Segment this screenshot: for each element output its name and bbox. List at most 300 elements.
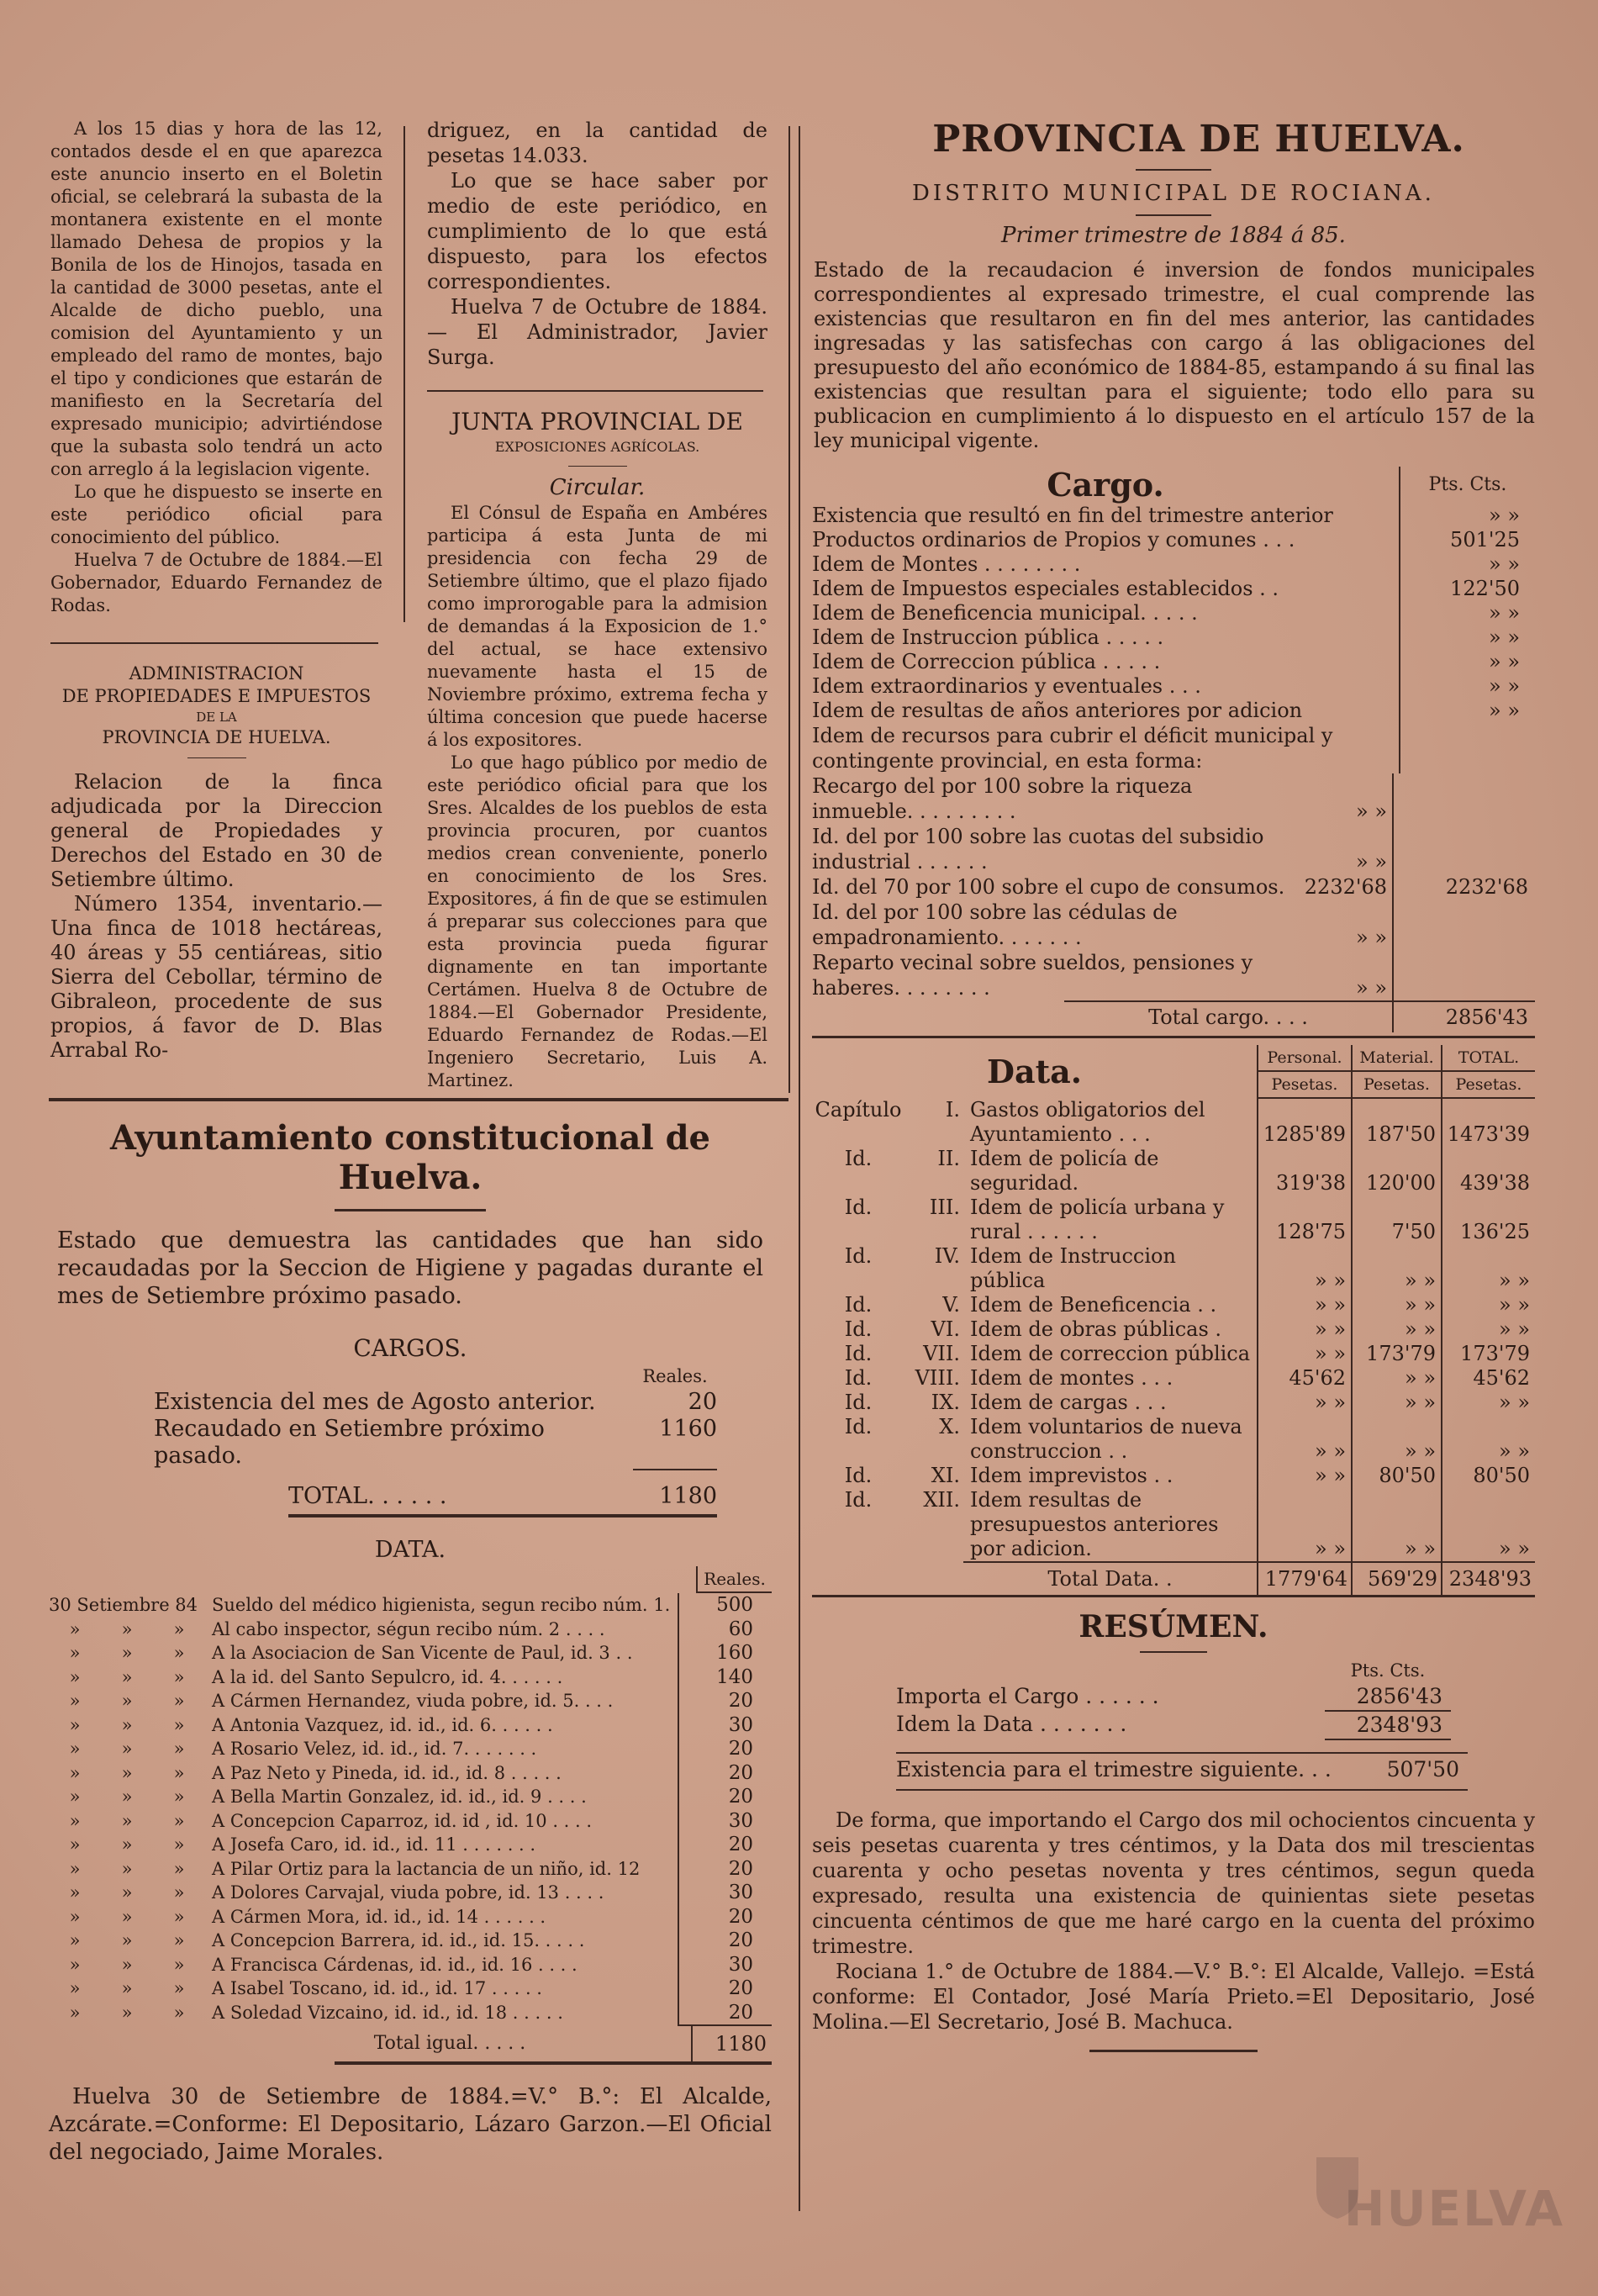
rociana-data-row	[812, 1098, 1535, 1147]
data-row-description: A la Asociacion de San Vicente de Paul, id. 3 . .	[208, 1641, 678, 1665]
data-row	[49, 1929, 772, 1953]
rociana-data-label: Idem de policía urbana y rural . . . . . .	[970, 1196, 1225, 1243]
data-row-description: A Isabel Toscano, id. id., id. 17 . . . . .	[208, 1977, 678, 2001]
rociana-data-chapter	[812, 1415, 963, 1464]
data-row-value: 60	[728, 1618, 753, 1640]
cargos-total-table	[288, 1482, 717, 1511]
rociana-data-label: Idem de Beneficencia . .	[970, 1293, 1217, 1317]
ditto-mark: »	[173, 1618, 185, 1639]
ditto-mark: »	[121, 1714, 133, 1735]
recargo-row	[812, 900, 1535, 950]
rociana-data-chapter	[812, 1244, 963, 1293]
data-row-description: A Cármen Hernandez, viuda pobre, id. 5. . . .	[208, 1689, 678, 1713]
cargo-row-value: 501'25	[1400, 528, 1535, 552]
chapter-number: VIII.	[915, 1366, 960, 1390]
header-pesetas-personal: Pesetas.	[1258, 1071, 1352, 1098]
cargo-row	[812, 552, 1535, 577]
data-row-description: Al cabo inspector, ségun recibo núm. 2 . . . .	[208, 1618, 678, 1642]
data-row-value: 30	[728, 1713, 753, 1736]
ditto-mark: »	[121, 1954, 133, 1975]
rociana-data-material: 7'50	[1352, 1196, 1442, 1244]
rociana-section	[812, 118, 1535, 2052]
cargo-row	[812, 601, 1535, 625]
chapter-number: IX.	[931, 1391, 960, 1414]
rociana-data-label: Idem de montes . . .	[970, 1366, 1173, 1390]
data-row-value: 140	[716, 1665, 753, 1688]
ditto-mark: »	[121, 1762, 133, 1783]
data-row-value: 500	[716, 1594, 753, 1616]
resumen-value: 2856'43	[1325, 1683, 1451, 1711]
data-total-value: 1180	[715, 2032, 767, 2056]
circular-paragraph-2: Lo que hago público por medio de este periódico oficial para que los Sres. Alcaldes de los pueblos de esta provincia procuren, por cuantos medios crean conveniente, ponerlo en conocimiento de los Sres. Expositores, á fin de que se estimulen á preparar sus colecciones para que esta provincia pueda figurar dignamente en tan importante Certámen. Huelva 8 de Octubre de 1884.—El Gobernador Presidente, Eduardo Fernandez de Rodas.—El Ingeniero Secretario, Luis A. Martinez.	[427, 752, 767, 1090]
recargo-total-cell	[1393, 824, 1535, 874]
existencia-rule	[896, 1789, 1468, 1791]
ditto-mark: »	[69, 1643, 81, 1663]
data-heading: DATA.	[374, 1537, 446, 1563]
rociana-data-material: » »	[1352, 1366, 1442, 1391]
ditto-mark: »	[173, 1714, 185, 1735]
ditto-mark: »	[69, 1666, 81, 1687]
cargo-row-label: Existencia que resultó en fin del trimestre anterior	[812, 504, 1333, 527]
rociana-data-row	[812, 1488, 1535, 1562]
data-table	[49, 1566, 772, 1593]
data-row-value: 20	[728, 1929, 753, 1951]
data-row-description: A Francisca Cárdenas, id. id., id. 16 . . . .	[208, 1953, 678, 1977]
total-data-material: 569'29	[1352, 1562, 1442, 1595]
rociana-data-chapter	[812, 1342, 963, 1366]
rociana-data-row	[812, 1415, 1535, 1464]
admin-heading-4: PROVINCIA DE HUELVA.	[102, 727, 331, 747]
cargo-row-value: » »	[1400, 552, 1535, 577]
ayuntamiento-top-rule	[49, 1098, 788, 1101]
cargo-row	[154, 1389, 717, 1416]
chapter-number: V.	[942, 1293, 960, 1317]
rociana-data-row	[812, 1293, 1535, 1317]
rociana-data-material: 80'50	[1352, 1464, 1442, 1488]
chapter-number: IV.	[934, 1244, 960, 1268]
rociana-data-material: 173'79	[1352, 1342, 1442, 1366]
data-row	[49, 1833, 772, 1857]
data-total-label: Total igual. . . . .	[208, 2026, 692, 2061]
cargos-total-label: TOTAL. . . . . .	[288, 1483, 447, 1509]
data-row	[49, 1737, 772, 1761]
ayuntamiento-title: Ayuntamiento constitucional de Huelva.	[110, 1118, 710, 1197]
ditto-mark: »	[69, 1906, 81, 1927]
rociana-data-personal: » »	[1258, 1391, 1352, 1415]
chapter-prefix: Id.	[844, 1366, 873, 1390]
ditto-mark: »	[173, 1930, 185, 1950]
cargo-label: Existencia del mes de Agosto anterior.	[154, 1389, 596, 1415]
rociana-data-total: » »	[1442, 1317, 1535, 1342]
data-row-description: A Bella Martin Gonzalez, id. id., id. 9 . . . .	[208, 1785, 678, 1809]
cargo-row-value: » »	[1400, 674, 1535, 699]
cargo-row	[812, 528, 1535, 552]
rociana-data-total: » »	[1442, 1293, 1535, 1317]
cargo-row	[812, 674, 1535, 699]
rociana-data-chapter	[812, 1464, 963, 1488]
chapter-number: I.	[945, 1098, 960, 1122]
recargo-row-label: Id. del por 100 sobre las cédulas de empadronamiento. . . . . . .	[812, 900, 1178, 949]
recargo-row	[812, 874, 1535, 900]
rociana-data-personal: » »	[1258, 1293, 1352, 1317]
existencia-label: Existencia para el trimestre siguiente. . .	[896, 1753, 1333, 1786]
ditto-mark: »	[173, 1906, 185, 1927]
rociana-data-label: Idem de correccion pública	[970, 1342, 1251, 1365]
data-row-value: 20	[728, 1690, 753, 1712]
ayuntamiento-intro: Estado que demuestra las cantidades que han sido recaudadas por la Seccion de Higiene y pagadas durante el mes de Setiembre próximo pasado.	[57, 1227, 763, 1309]
data-row-date	[49, 1809, 208, 1834]
rociana-data-chapter	[812, 1196, 963, 1244]
ditto-mark: »	[173, 1666, 185, 1687]
cargo-row-value: » »	[1400, 625, 1535, 650]
ayuntamiento-ornament	[335, 1209, 486, 1211]
admin-heading-rule	[187, 757, 246, 758]
ditto-mark: »	[173, 1787, 185, 1807]
data-row	[49, 1593, 772, 1618]
chapter-number: III.	[929, 1196, 960, 1219]
admin-paragraph-2: Número 1354, inventario.— Una finca de 1018 hectáreas, 40 áreas y 55 centiáreas, sitio Sierra del Cebollar, término de Gibraleon, procedente de sus propios, á favor de D. Blas Arrabal Ro-	[50, 892, 382, 1062]
data-rows-table	[49, 1593, 772, 2026]
rociana-data-total: 1473'39	[1442, 1098, 1535, 1147]
data-row-value: 20	[728, 1905, 753, 1928]
chapter-prefix: Id.	[844, 1464, 873, 1487]
rociana-data-row	[812, 1366, 1535, 1391]
cargo-pts-header: Pts. Cts.	[1400, 467, 1535, 504]
data-row-description: A Antonia Vazquez, id. id., id. 6. . . . . .	[208, 1713, 678, 1738]
data-row-date	[49, 1977, 208, 2001]
provincia-title-rule	[1136, 169, 1211, 171]
rociana-data-total: 80'50	[1442, 1464, 1535, 1488]
recargo-row-subvalue: 2232'68	[1304, 875, 1387, 899]
data-row	[49, 1881, 772, 1905]
distrito-rule	[1136, 214, 1211, 216]
cargo-row-value: 122'50	[1400, 577, 1535, 601]
data-row-value: 30	[728, 1809, 753, 1832]
data-row-date	[49, 1929, 208, 1953]
data-row-value: 30	[728, 1953, 753, 1976]
total-data-label: Total Data. .	[963, 1562, 1258, 1595]
ayuntamiento-section	[49, 1118, 772, 2167]
rociana-data-personal: 319'38	[1258, 1147, 1352, 1196]
ditto-mark: »	[121, 1906, 133, 1927]
data-row-date	[49, 1665, 208, 1690]
data-row-value: 20	[728, 1761, 753, 1784]
data-row	[49, 1761, 772, 1786]
resumen-heading: RESÚMEN.	[1079, 1609, 1268, 1644]
rociana-data-row	[812, 1244, 1535, 1293]
rociana-data-chapter	[812, 1098, 963, 1147]
data-total-table	[49, 2026, 772, 2061]
rociana-data-material: » »	[1352, 1488, 1442, 1562]
data-row-date	[49, 1618, 208, 1642]
rociana-data-personal: 128'75	[1258, 1196, 1352, 1244]
admin-heading-1: ADMINISTRACION	[129, 663, 304, 684]
rociana-data-material: » »	[1352, 1415, 1442, 1464]
data-row-date	[49, 1761, 208, 1786]
cargo-row-label: Idem de resultas de años anteriores por adicion	[812, 699, 1303, 722]
ditto-mark: »	[121, 1691, 133, 1711]
rociana-data-row	[812, 1342, 1535, 1366]
montanera-notice-p2: Lo que he dispuesto se inserte en este periódico oficial para conocimiento del público.	[50, 482, 382, 547]
data-row-description: A Concepcion Barrera, id. id., id. 15. . . . .	[208, 1929, 678, 1953]
column-1	[50, 118, 382, 1063]
ditto-mark: »	[173, 1834, 185, 1855]
data-row-date	[49, 1737, 208, 1761]
recargo-row	[812, 950, 1535, 1000]
data-row-description: A Dolores Carvajal, viuda pobre, id. 13 . . . .	[208, 1881, 678, 1905]
ayuntamiento-signature: Huelva 30 de Setiembre de 1884.=V.° B.°: El Alcalde, Azcárate.=Conforme: El Depositario, Lázaro Garzon.—El Oficial del negociado, Jaime Morales.	[49, 2084, 772, 2165]
recargo-row-subvalue: » »	[1356, 976, 1387, 1000]
admin-heading-3: DE LA	[196, 710, 237, 725]
ditto-mark: »	[173, 1691, 185, 1711]
cargo-label: Recaudado en Setiembre próximo pasado.	[154, 1416, 545, 1469]
rociana-data-chapter	[812, 1366, 963, 1391]
cargos-table	[154, 1364, 717, 1470]
total-cargo-table	[812, 1000, 1535, 1032]
rociana-data-personal: 45'62	[1258, 1366, 1352, 1391]
data-row-description: Sueldo del médico higienista, segun recibo núm. 1.	[208, 1593, 678, 1618]
recargo-row-subvalue: » »	[1356, 850, 1387, 874]
column-rule-3	[799, 126, 800, 2211]
cargos-heading: CARGOS.	[353, 1334, 467, 1362]
ditto-mark: »	[121, 1666, 133, 1687]
ditto-mark: »	[69, 1978, 81, 1998]
total-cargo-value: 2856'43	[1393, 1001, 1535, 1032]
recargo-row-label: Reparto vecinal sobre sueldos, pensiones y haberes. . . . . . . .	[812, 951, 1253, 1000]
junta-rule	[568, 466, 627, 467]
cargo-row-label: Idem de Instruccion pública . . . . .	[812, 625, 1164, 649]
data-total-rule	[335, 2061, 772, 2065]
rociana-data-label: Gastos obligatorios del Ayuntamiento . . .	[970, 1098, 1205, 1146]
resumen-label: Idem la Data . . . . . . .	[896, 1712, 1127, 1736]
watermark-text: HUELVA	[1343, 2180, 1564, 2237]
data-row	[49, 1857, 772, 1882]
ditto-mark: »	[121, 1834, 133, 1855]
rociana-data-total: » »	[1442, 1415, 1535, 1464]
rociana-data-label: Idem imprevistos . .	[970, 1464, 1173, 1487]
ditto-mark: »	[69, 1618, 81, 1639]
data-row-value: 20	[728, 1738, 753, 1760]
rociana-data-total: » »	[1442, 1391, 1535, 1415]
chapter-number: XI.	[931, 1464, 960, 1487]
data-row-description: A Cármen Mora, id. id., id. 14 . . . . . .	[208, 1905, 678, 1929]
ditto-mark: »	[69, 1930, 81, 1950]
rociana-data-material: » »	[1352, 1293, 1442, 1317]
chapter-number: II.	[937, 1147, 960, 1170]
data-row-date	[49, 1785, 208, 1809]
rociana-final-paragraph: De forma, que importando el Cargo dos mil ochocientos cincuenta y seis pesetas cuarenta y tres céntimos, y la Data dos mil trescientas cuarenta y ocho pesetas noventa y tres céntimos, segun queda expresado, resulta una existencia de quinientas siete pesetas cincuenta céntimos de que me haré cargo en la cuenta del próximo trimestre.	[812, 1808, 1535, 1958]
resumen-pts-header: Pts. Cts.	[1350, 1660, 1426, 1681]
ditto-mark: »	[173, 1858, 185, 1879]
data-row-description: A Pilar Ortiz para la lactancia de un niño, id. 12	[208, 1857, 678, 1882]
cargo-row	[812, 699, 1535, 723]
rociana-data-row	[812, 1391, 1535, 1415]
data-row-date	[49, 1689, 208, 1713]
ditto-mark: »	[121, 1858, 133, 1879]
rociana-data-table	[812, 1045, 1535, 1595]
cargo-bottom-rule	[812, 1036, 1535, 1038]
cargo-row-label: Idem de Beneficencia municipal. . . . .	[812, 601, 1198, 625]
data-row	[49, 1953, 772, 1977]
column-rule-1	[403, 126, 405, 622]
ditto-mark: »	[173, 1762, 185, 1783]
data-row	[49, 1977, 772, 2001]
recargo-row	[812, 773, 1535, 824]
chapter-prefix: Id.	[844, 1415, 873, 1438]
ditto-mark: »	[69, 2002, 81, 2023]
header-pesetas-material: Pesetas.	[1352, 1071, 1442, 1098]
rociana-data-chapter	[812, 1293, 963, 1317]
ditto-mark: »	[173, 2002, 185, 2023]
rociana-data-chapter	[812, 1488, 963, 1562]
cargo-value: 1160	[633, 1416, 717, 1470]
cargos-total-value: 1180	[659, 1483, 717, 1509]
resumen-value: 2348'93	[1325, 1711, 1451, 1739]
adjudicada-signature: Huelva 7 de Octubre de 1884. — El Administrador, Javier Surga.	[427, 295, 767, 369]
resumen-row	[896, 1711, 1451, 1739]
rociana-end-ornament	[1089, 2050, 1258, 2052]
recargo-total-cell	[1393, 950, 1535, 1000]
ditto-mark: »	[121, 1739, 133, 1759]
data-row-description: A Josefa Caro, id. id., id. 11 . . . . . . .	[208, 1833, 678, 1857]
chapter-number: XII.	[923, 1488, 960, 1512]
ditto-mark: »	[69, 1858, 81, 1879]
rociana-data-personal: » »	[1258, 1317, 1352, 1342]
data-row-value: 20	[728, 1857, 753, 1880]
data-row-description: A la id. del Santo Sepulcro, id. 4. . . . . .	[208, 1665, 678, 1690]
ditto-mark: »	[173, 1810, 185, 1831]
ditto-mark: »	[121, 1930, 133, 1950]
ditto-mark: »	[121, 1618, 133, 1639]
ditto-mark: »	[69, 1739, 81, 1759]
ditto-mark: »	[173, 1739, 185, 1759]
chapter-prefix: Id.	[844, 1244, 873, 1268]
data-row-description: A Paz Neto y Pineda, id. id., id. 8 . . . . .	[208, 1761, 678, 1786]
data-row-date	[49, 1881, 208, 1905]
ditto-mark: »	[69, 1714, 81, 1735]
rociana-data-total: 439'38	[1442, 1147, 1535, 1196]
data-row	[49, 1665, 772, 1690]
chapter-prefix: Id.	[844, 1342, 873, 1365]
admin-paragraph-1: Relacion de la finca adjudicada por la Direccion general de Propiedades y Derechos del Estado en 30 de Setiembre último.	[50, 770, 382, 891]
cargo-row-label: Idem extraordinarios y eventuales . . .	[812, 674, 1201, 698]
chapter-prefix: Id.	[844, 1317, 873, 1341]
data-row	[49, 1785, 772, 1809]
rociana-data-label: Idem voluntarios de nueva construccion . .	[970, 1415, 1242, 1463]
recargo-row	[812, 824, 1535, 874]
rociana-data-row	[812, 1196, 1535, 1244]
rociana-data-material: » »	[1352, 1317, 1442, 1342]
adjudicada-paragraph: Lo que se hace saber por medio de este periódico, en cumplimiento de lo que está dispuesto, para los efectos correspondientes.	[427, 169, 767, 293]
cargo-row	[154, 1416, 717, 1470]
ditto-mark: »	[121, 1643, 133, 1663]
recargo-table	[812, 773, 1535, 1000]
cargo-row-label: Idem de Correccion pública . . . . .	[812, 650, 1161, 673]
cargo-row-label: Idem de Montes . . . . . . . .	[812, 552, 1081, 576]
data-row	[49, 1641, 772, 1665]
data-row-date	[49, 1953, 208, 1977]
data-row-value: 20	[678, 2001, 772, 2026]
data-row	[49, 1809, 772, 1834]
ditto-mark: »	[69, 1762, 81, 1783]
ditto-mark: »	[69, 1834, 81, 1855]
recargo-row-subvalue: » »	[1356, 926, 1387, 949]
cargo-value: 20	[688, 1389, 717, 1415]
montanera-signature: Huelva 7 de Octubre de 1884.—El Gobernador, Eduardo Fernandez de Rodas.	[50, 550, 382, 615]
rociana-data-label: Idem resultas de presupuestos anteriores por adicion.	[970, 1488, 1219, 1560]
rociana-data-label: Idem de cargas . . .	[970, 1391, 1167, 1414]
data-row-description: A Soledad Vizcaino, id. id., id. 18 . . . . .	[208, 2001, 678, 2026]
circular-paragraph-1: El Cónsul de España en Ambéres participa á esta Junta de mi presidencia con fecha 29 de Setiembre último, que el plazo fijado como improrogable para la admision de demandas á la Exposicion de 1.° del actual, se hace extensivo nuevamente hasta el 15 de Noviembre próximo, extrema fecha y última concesion que puede hacerse á los expositores.	[427, 503, 767, 750]
data-row	[49, 1713, 772, 1738]
cargo-row	[812, 625, 1535, 650]
recargo-row-subvalue: » »	[1356, 800, 1387, 823]
data-row	[49, 1618, 772, 1642]
column-rule-2	[788, 126, 790, 1093]
cargo-table	[812, 467, 1535, 773]
ditto-mark: »	[121, 1882, 133, 1903]
rociana-data-total: » »	[1442, 1244, 1535, 1293]
ditto-mark: »	[173, 1954, 185, 1975]
data-row	[49, 1689, 772, 1713]
deficit-label: Idem de recursos para cubrir el déficit municipal y contingente provincial, en esta forma:	[812, 724, 1333, 773]
rociana-data-personal: 1285'89	[1258, 1098, 1352, 1147]
data-row-value: 20	[728, 1786, 753, 1808]
ditto-mark: »	[173, 1643, 185, 1663]
distrito-heading: DISTRITO MUNICIPAL DE ROCIANA.	[912, 181, 1435, 206]
recargo-row-label: Id. del por 100 sobre las cuotas del subsidio industrial . . . . . .	[812, 825, 1264, 874]
junta-heading: JUNTA PROVINCIAL DE	[451, 408, 743, 435]
chapter-prefix: Id.	[844, 1293, 873, 1317]
col1-divider	[50, 642, 378, 644]
data-reales-header: Reales.	[697, 1566, 772, 1592]
cargo-row	[812, 504, 1535, 528]
archive-stamp	[1312, 2136, 1564, 2246]
trimestre-heading: Primer trimestre de 1884 á 85.	[1001, 223, 1346, 248]
chapter-number: X.	[939, 1415, 960, 1438]
rociana-data-total: 136'25	[1442, 1196, 1535, 1244]
rociana-data-personal: » »	[1258, 1342, 1352, 1366]
rociana-intro: Estado de la recaudacion é inversion de fondos municipales correspondientes al expresado trimestre, el cual comprende las existencias que resultaron en fin del mes anterior, las cantidades ingresadas y las satisfechas con cargo á las obligaciones del presupuesto del año económico de 1884-85, estampando á su final las existencias que resultan para el siguiente; todo ello para su publicacion en cumplimiento á lo dispuesto en el artículo 157 de la ley municipal vigente.	[814, 258, 1535, 452]
cargo-row	[812, 577, 1535, 601]
ditto-mark: »	[69, 1882, 81, 1903]
circular-heading: Circular.	[549, 475, 646, 500]
col2-divider	[427, 390, 763, 392]
rociana-data-personal: » »	[1258, 1415, 1352, 1464]
total-data-personal: 1779'64	[1258, 1562, 1352, 1595]
ditto-mark: »	[173, 1978, 185, 1998]
rociana-data-total: » »	[1442, 1488, 1535, 1562]
data-row-description: A Concepcion Caparroz, id. id , id. 10 . . . .	[208, 1809, 678, 1834]
cargo-heading: Cargo.	[1047, 466, 1164, 504]
data-row	[49, 1905, 772, 1929]
chapter-prefix: Id.	[844, 1147, 873, 1170]
provincia-title: PROVINCIA DE HUELVA.	[932, 118, 1465, 161]
data-row-value: 160	[716, 1642, 753, 1664]
chapter-prefix: Id.	[844, 1391, 873, 1414]
existencia-value: 507'50	[1333, 1753, 1468, 1786]
cargo-row-value: » »	[1400, 601, 1535, 625]
header-material: Material.	[1352, 1045, 1442, 1071]
existencia-table	[896, 1752, 1468, 1786]
ditto-mark: »	[173, 1882, 185, 1903]
ditto-mark: »	[69, 1691, 81, 1711]
rociana-data-row	[812, 1464, 1535, 1488]
resumen-table	[896, 1658, 1451, 1740]
ditto-mark: »	[69, 1954, 81, 1975]
rociana-data-row	[812, 1147, 1535, 1196]
ditto-mark: »	[121, 2002, 133, 2023]
